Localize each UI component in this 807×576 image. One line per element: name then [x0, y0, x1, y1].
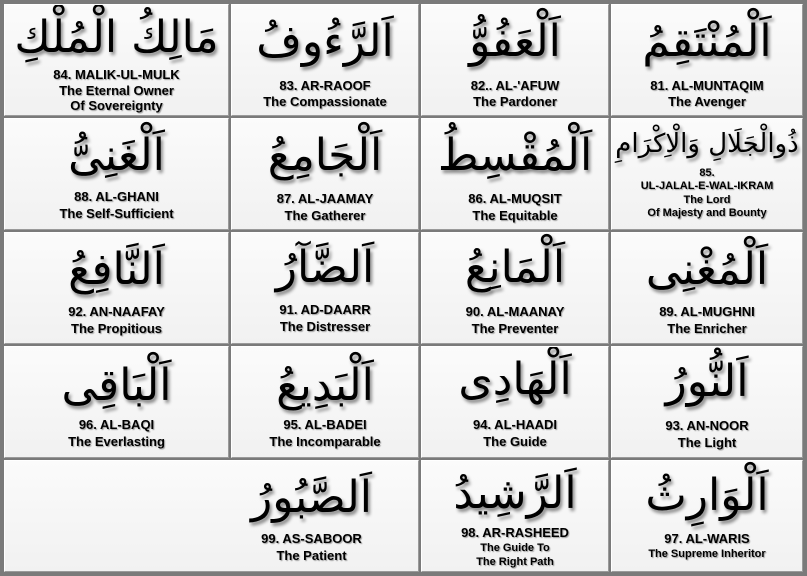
transliteration: 91. AD-DAARR: [279, 302, 371, 317]
arabic-calligraphy: اَلرَّشِيدُ: [453, 468, 577, 519]
name-card-98: [421, 460, 609, 572]
meaning-line-1: The Patient: [276, 548, 347, 563]
name-card-99: [4, 460, 419, 572]
meaning-line-1: The Preventer: [471, 321, 559, 336]
meaning-line-1: The Light: [677, 435, 737, 450]
name-card-89: [611, 232, 803, 344]
arabic-calligraphy: اَلْبَاقِى: [61, 360, 172, 411]
name-card-93: [611, 346, 803, 458]
meaning-line-1: The Guide To: [480, 542, 550, 554]
transliteration: UL-JALAL-E-WAL-IKRAM: [640, 180, 774, 192]
name-card-84: [4, 4, 229, 116]
arabic-calligraphy: اَلنَّافِعُ: [68, 244, 165, 295]
transliteration: 87. AL-JAAMAY: [276, 191, 374, 206]
meaning-line-1: The Lord: [683, 194, 731, 206]
transliteration: 84. MALIK-UL-MULK: [53, 67, 180, 82]
transliteration: 98. AR-RASHEED: [461, 525, 569, 540]
arabic-calligraphy: ذُوالْجَلَالِ وَالْاِكْرَامِ: [615, 129, 799, 159]
name-card-90: [421, 232, 609, 344]
name-card-88: [4, 118, 229, 230]
meaning-line-2: Of Majesty and Bounty: [647, 207, 767, 219]
arabic-calligraphy: اَلْعَفُوُّ: [469, 16, 561, 67]
meaning-line-1: The Incomparable: [269, 434, 381, 449]
name-card-94: [421, 346, 609, 458]
meaning-line-1: The Guide: [483, 434, 547, 449]
meaning-line-1: The Enricher: [667, 321, 747, 336]
name-card-95: [231, 346, 419, 458]
transliteration: 92. AN-NAAFAY: [68, 304, 165, 319]
transliteration: 99. AS-SABOOR: [261, 531, 362, 546]
arabic-calligraphy: اَلرَّءُوفُ: [256, 16, 394, 67]
arabic-calligraphy: مَالِكُ الْمُلْكِ: [14, 12, 219, 63]
name-card-96: [4, 346, 229, 458]
meaning-line-1: The Eternal Owner: [59, 83, 174, 98]
arabic-calligraphy: اَلْمُقْسِطُ: [437, 130, 593, 181]
name-card-85: [611, 118, 803, 230]
meaning-line-1: The Distresser: [279, 319, 371, 334]
name-card-82: [421, 4, 609, 116]
transliteration: 97. AL-WARIS: [664, 531, 750, 546]
arabic-calligraphy: اَلْمَانِعُ: [464, 242, 566, 293]
transliteration: 89. AL-MUGHNI: [659, 304, 755, 319]
meaning-line-1: The Supreme Inheritor: [648, 548, 766, 560]
meaning-line-1: The Self-Sufficient: [59, 206, 174, 221]
name-card-97: [611, 460, 803, 572]
meaning-line-1: The Compassionate: [263, 94, 387, 109]
transliteration: 93. AN-NOOR: [665, 418, 749, 433]
meaning-line-1: The Everlasting: [68, 434, 165, 449]
arabic-calligraphy: اَلْغَنِىُّ: [68, 130, 165, 181]
transliteration: 90. AL-MAANAY: [465, 304, 565, 319]
transliteration: 83. AR-RAOOF: [279, 78, 371, 93]
transliteration: 81. AL-MUNTAQIM: [650, 78, 764, 93]
meaning-line-2: Of Sovereignty: [70, 98, 163, 113]
transliteration: 96. AL-BAQI: [78, 417, 155, 432]
transliteration: 82.. AL-'AFUW: [470, 78, 560, 93]
transliteration: 94. AL-HAADI: [472, 417, 558, 432]
arabic-calligraphy: اَلْبَدِيعُ: [276, 360, 374, 411]
arabic-calligraphy: اَلصَّبُورُ: [250, 472, 373, 523]
name-card-83: [231, 4, 419, 116]
meaning-line-1: The Avenger: [668, 94, 746, 109]
meaning-line-1: The Gatherer: [284, 208, 366, 223]
meaning-line-1: The Equitable: [472, 208, 558, 223]
name-card-81: [611, 4, 803, 116]
name-card-87: [231, 118, 419, 230]
name-card-91: [231, 232, 419, 344]
transliteration: 88. AL-GHANI: [74, 189, 159, 204]
arabic-calligraphy: اَلْمُنْتَقِمُ: [642, 16, 772, 67]
name-card-92: [4, 232, 229, 344]
meaning-line-1: The Pardoner: [473, 94, 557, 109]
transliteration: 95. AL-BADEI: [283, 417, 367, 432]
meaning-line-1: The Propitious: [71, 321, 162, 336]
arabic-calligraphy: اَلْوَارِثُ: [645, 470, 769, 521]
arabic-calligraphy: اَلنُّورُ: [665, 356, 749, 407]
meaning-line-2: The Right Path: [476, 556, 554, 568]
arabic-calligraphy: اَلْمُغْنِى: [645, 244, 769, 295]
number: 85.: [699, 167, 715, 179]
transliteration: 86. AL-MUQSIT: [468, 191, 562, 206]
name-card-86: [421, 118, 609, 230]
arabic-calligraphy: اَلْهَادِى: [458, 354, 572, 405]
arabic-calligraphy: اَلضَّآرُ: [275, 242, 375, 293]
arabic-calligraphy: اَلْجَامِعُ: [267, 130, 383, 181]
